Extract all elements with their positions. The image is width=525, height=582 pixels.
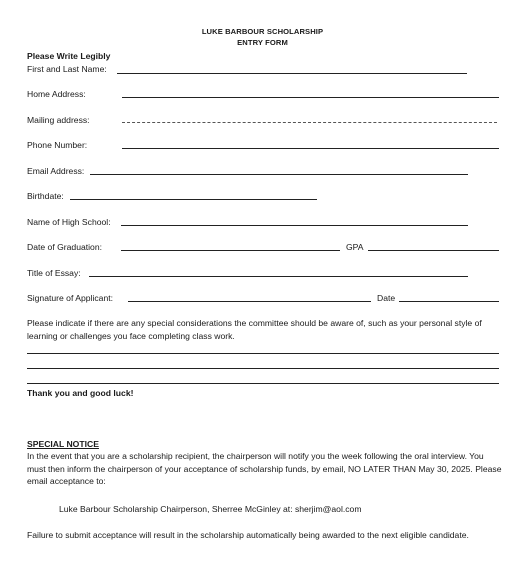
name-label: First and Last Name:	[27, 64, 107, 74]
gpa-field[interactable]	[368, 250, 499, 251]
form-title: LUKE BARBOUR SCHOLARSHIP	[201, 27, 324, 36]
high-school-field[interactable]	[121, 225, 468, 226]
gpa-label: GPA	[346, 242, 364, 252]
considerations-line-3[interactable]	[27, 383, 499, 384]
considerations-prompt: Please indicate if there are any special considerations the committee should be aware of, such as your personal style of learning or challenges you face completing class work.	[27, 318, 482, 341]
special-notice-paragraph: In the event that you are a scholarship recipient, the chairperson will notify you the week following the oral interview. You must then inform the chairperson of your acceptance of scholarship funds, by email, NO LATER THAN May 30, 2025. Please email acceptance to:	[27, 451, 502, 486]
thanks-message: Thank you and good luck!	[27, 388, 134, 398]
legibility-note: Please Write Legibly	[27, 51, 111, 61]
special-notice-heading: SPECIAL NOTICE	[27, 439, 99, 449]
home-address-field[interactable]	[122, 97, 499, 98]
graduation-field[interactable]	[121, 250, 340, 251]
graduation-label: Date of Graduation:	[27, 242, 103, 252]
signature-field[interactable]	[128, 301, 371, 302]
date-field[interactable]	[399, 301, 499, 302]
signature-label: Signature of Applicant:	[27, 293, 113, 303]
email-label: Email Address:	[27, 166, 85, 176]
high-school-label: Name of High School:	[27, 217, 111, 227]
chairperson-contact: Luke Barbour Scholarship Chairperson, Sherree McGinley at: sherjim@aol.com	[59, 504, 362, 514]
considerations-line-2[interactable]	[27, 368, 499, 369]
mailing-address-field[interactable]	[122, 122, 497, 123]
phone-field[interactable]	[122, 148, 499, 149]
date-label: Date	[377, 293, 396, 303]
essay-title-field[interactable]	[89, 276, 468, 277]
considerations-line-1[interactable]	[27, 353, 499, 354]
mailing-address-label: Mailing address:	[27, 115, 90, 125]
phone-label: Phone Number:	[27, 140, 88, 150]
name-field[interactable]	[117, 73, 467, 74]
birthdate-label: Birthdate:	[27, 191, 64, 201]
email-field[interactable]	[90, 174, 468, 175]
birthdate-field[interactable]	[70, 199, 317, 200]
failure-notice: Failure to submit acceptance will result in the scholarship automatically being awarded to the next eligible candidate.	[27, 530, 469, 540]
essay-title-label: Title of Essay:	[27, 268, 81, 278]
form-subtitle: ENTRY FORM	[237, 38, 288, 47]
home-address-label: Home Address:	[27, 89, 86, 99]
